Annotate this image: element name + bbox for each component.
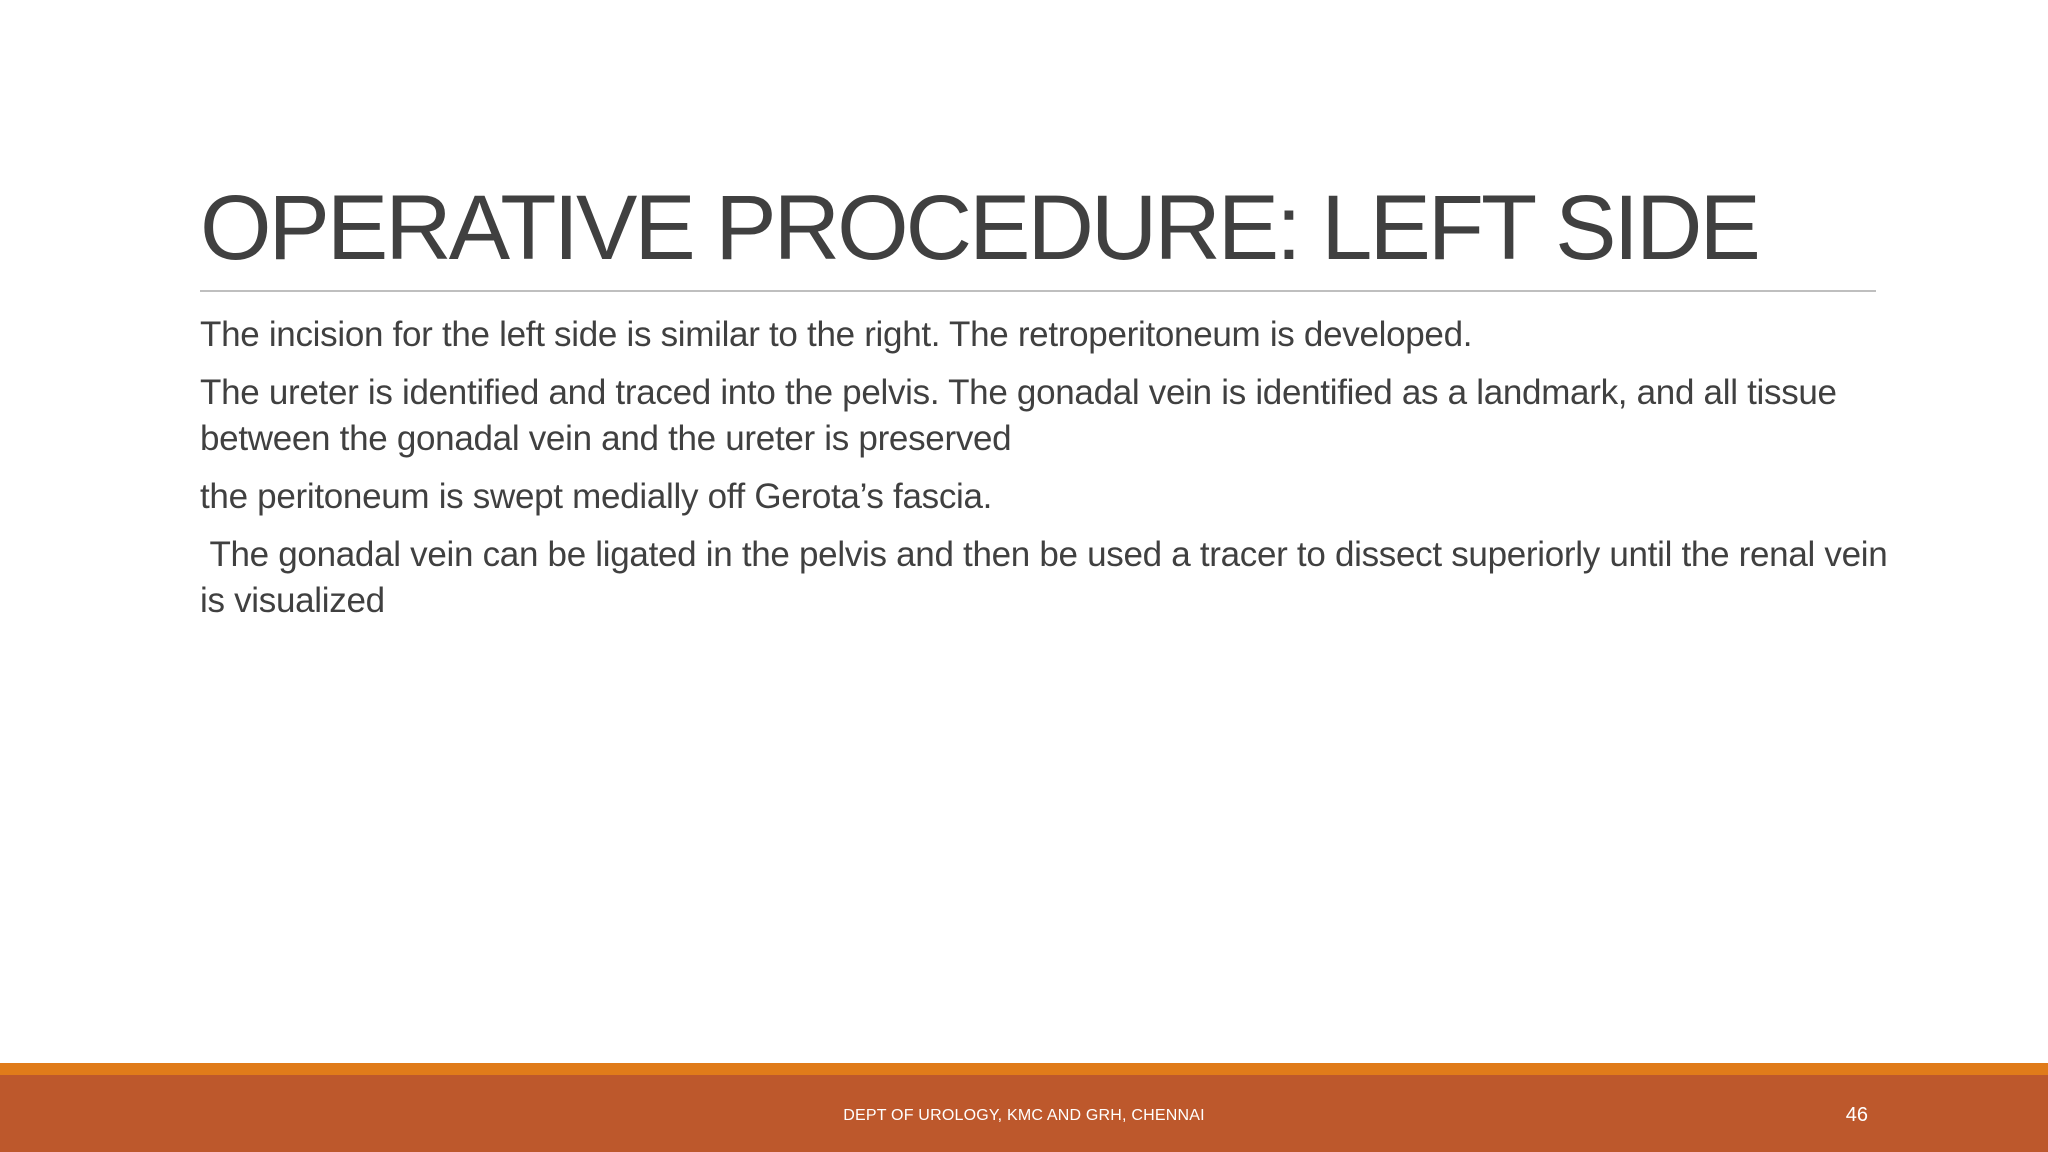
body-paragraph: The ureter is identified and traced into the pelvis. The gonadal vein is identified as a landmark, and all tissue between the gonadal vein and the ureter is preserved <box>200 373 1837 458</box>
slide-title: OPERATIVE PROCEDURE: LEFT SIDE <box>200 177 1758 279</box>
title-divider <box>200 290 1876 292</box>
body-paragraph: The gonadal vein can be ligated in the pelvis and then be used a tracer to dissect superiorly until the renal vein is visualized <box>200 535 1897 620</box>
body-paragraph: The incision for the left side is similar to the right. The retroperitoneum is developed. <box>200 315 1473 354</box>
footer-accent-stripe <box>0 1063 2048 1075</box>
page-number: 46 <box>1845 1104 1868 1126</box>
body-paragraph: the peritoneum is swept medially off Gerota’s fascia. <box>200 477 993 516</box>
slide-body <box>200 312 1897 636</box>
footer-text: DEPT OF UROLOGY, KMC AND GRH, CHENNAI <box>843 1107 1205 1124</box>
